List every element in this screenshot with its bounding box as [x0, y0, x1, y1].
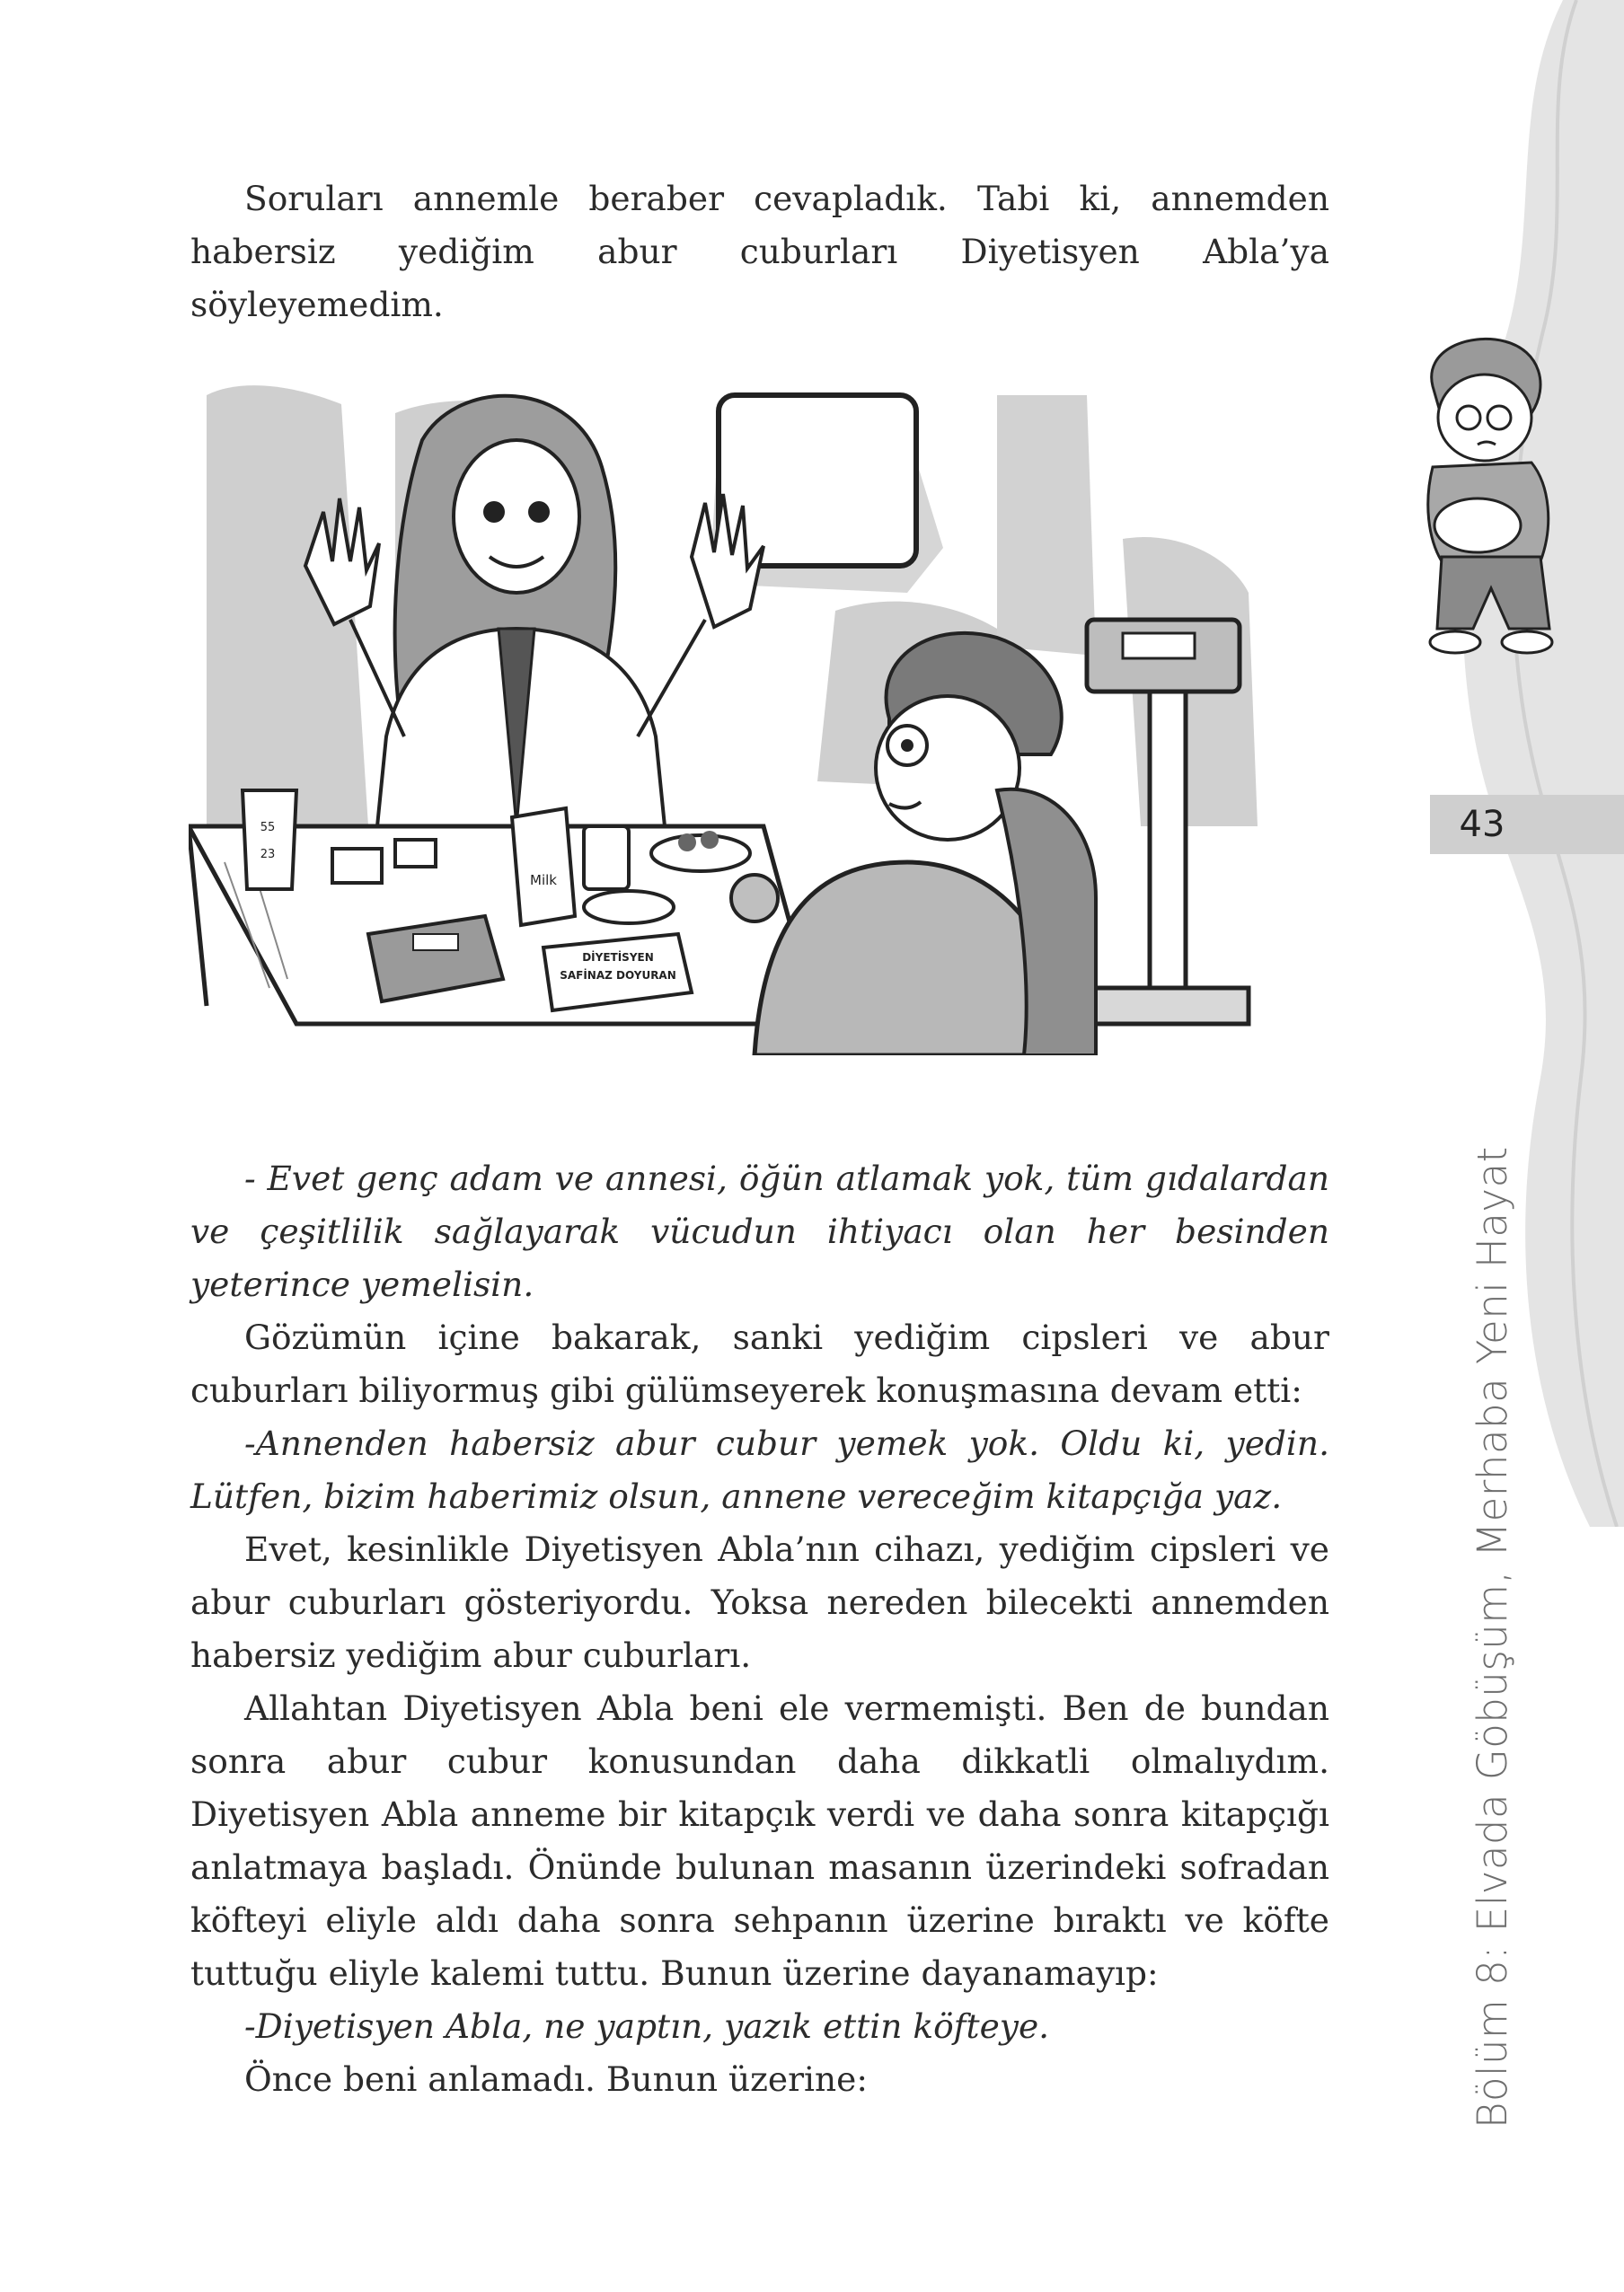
name-card-name: SAFİNAZ DOYURAN [560, 969, 676, 982]
dialogue-paragraph: -Diyetisyen Abla, ne yaptın, yazık ettin köfteye. [244, 2006, 1050, 2046]
mascot-boy-illustration [1406, 332, 1572, 665]
narration-paragraph: Evet, kesinlikle Diyetisyen Abla’nın cihazı, yediğim cipsleri ve abur cuburları gösteriyordu. Yoksa nereden bilecekti annemden habersiz yediğim abur cuburları. [190, 1529, 1329, 1675]
narration-paragraph: Gözümün içine bakarak, sanki yediğim cipsleri ve abur cuburları biliyormuş gibi gülümseyerek konuşmasına devam etti: [190, 1318, 1329, 1410]
narration-paragraph: Allahtan Diyetisyen Abla beni ele vermemişti. Ben de bundan sonra abur cubur konusundan daha dikkatli olmalıydım. Diyetisyen Abla anneme bir kitapçık verdi ve daha sonra kitapçığı anlatmaya başladı. Önünde bulunan masanın üzerindeki sofradan köfteyi eliyle aldı daha sonra sehpanın üzerine bıraktı ve köfte tuttuğu eliyle kalemi tuttu. Bunun üzerine dayanamayıp: [190, 1688, 1329, 1993]
mug-mark-top: 55 [260, 821, 276, 834]
intro-paragraph-block [190, 172, 1329, 331]
chapter-title-vertical: Bölüm 8: Elvada Göbüşüm, Merhaba Yeni Hayat [1469, 1146, 1516, 2129]
intro-paragraph: Soruları annemle beraber cevapladık. Tabi ki, annemden habersiz yediğim abur cuburları Diyetisyen Abla’ya söyleyemedim. [190, 179, 1329, 324]
dialogue-paragraph: -Annenden habersiz abur cubur yemek yok. Oldu ki, yedin. Lütfen, bizim haberimiz olsun, annene vereceğim kitapçığa yaz. [190, 1424, 1329, 1516]
narration-paragraph: Önce beni anlamadı. Bunun üzerine: [244, 2059, 868, 2099]
mug-mark-bottom: 23 [260, 848, 276, 861]
dietitian-scene-illustration [189, 359, 1356, 1055]
body-text-block [190, 1152, 1329, 2106]
name-card-title: DİYETİSYEN [582, 951, 654, 964]
carton-label: Milk [530, 872, 557, 888]
dialogue-paragraph: - Evet genç adam ve annesi, öğün atlamak yok, tüm gıdalardan ve çeşitlilik sağlayarak vücudun ihtiyacı olan her besinden yeterince yemelisin. [190, 1159, 1329, 1304]
page-number: 43 [1459, 804, 1505, 845]
